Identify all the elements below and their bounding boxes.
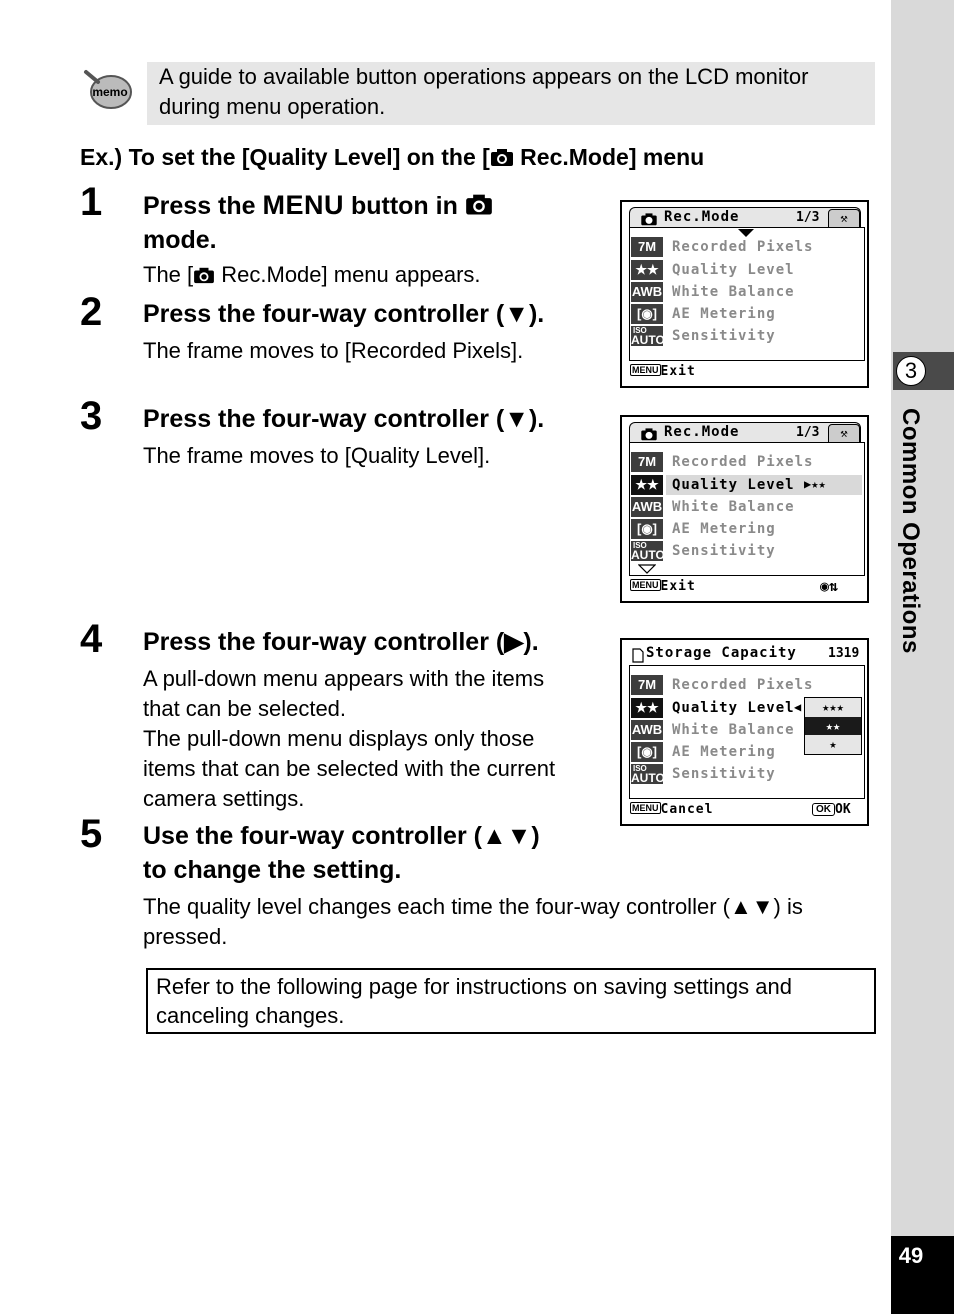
step-4-title: Press the four-way controller (▶).: [143, 628, 539, 656]
step-5-number: 5: [80, 812, 103, 856]
memory-card-icon: [632, 648, 644, 663]
memo-box: [147, 62, 875, 125]
ok-button-chip: OK: [812, 803, 835, 816]
menu-button-label: MENU: [262, 190, 345, 220]
metering-icon: [◉]: [631, 304, 663, 324]
quality-pulldown-menu: [804, 697, 862, 755]
setup-tab-icon: ⚒: [828, 209, 860, 228]
step-2-number: 2: [80, 290, 103, 334]
camera-icon: [465, 192, 493, 216]
step-5-title: Use the four-way controller (▲▼) to change the setting.: [143, 822, 540, 884]
example-heading-prefix: Ex.) To set the [Quality Level] on the [: [80, 144, 490, 170]
menu-button-chip: MENU: [632, 580, 659, 590]
lcd-page-indicator: 1/3: [796, 425, 820, 440]
lcd-page-indicator: 1/3: [796, 210, 820, 225]
example-heading: [80, 144, 704, 171]
menu-row-recorded-pixels: 7M Recorded Pixels: [630, 451, 862, 473]
recorded-pixels-icon: 7M: [631, 452, 663, 472]
quality-current-value: ▶★★: [804, 477, 826, 491]
cancel-label: Cancel: [660, 802, 714, 817]
lcd-menu-list: [629, 227, 865, 361]
step-1-title: Press the MENU button in mode.: [143, 188, 493, 257]
camera-icon: [193, 266, 215, 284]
step-1-desc: The [ Rec.Mode] menu appears.: [143, 262, 481, 287]
menu-button-chip: MENU: [632, 365, 659, 375]
memo-text-line2: during menu operation.: [159, 94, 386, 119]
lcd-footer: [630, 802, 713, 817]
camera-icon: [490, 147, 514, 167]
lcd-screen-rec-mode-2: [620, 415, 869, 603]
step-5-desc: The quality level changes each time the four-way controller (▲▼) is pressed.: [143, 894, 803, 949]
four-way-nav-icon: ◉⇅: [820, 577, 839, 595]
step-4-number: 4: [80, 617, 103, 661]
menu-row-sensitivity: ISO AUTO Sensitivity: [631, 541, 776, 562]
lcd-tab-bar: [629, 207, 861, 228]
memo-icon-label: memo: [92, 85, 128, 99]
menu-row-ae-metering: [◉] AE Metering: [630, 741, 862, 763]
menu-row-recorded-pixels: 7M Recorded Pixels: [630, 674, 862, 696]
step-4-desc: A pull-down menu appears with the items that can be selected. The pull-down menu displays only those items that can be selected with the current camera settings.: [143, 666, 556, 811]
exit-label: Exit: [660, 579, 696, 594]
lcd-screen-pulldown: [620, 638, 869, 826]
awb-icon: AWB: [631, 282, 663, 302]
chapter-number: 3: [896, 356, 926, 386]
memo-text-line1: A guide to available button operations appears on the LCD monitor: [159, 64, 809, 89]
pulldown-option-1-star: ★: [805, 735, 861, 754]
menu-row-quality-level-selected: ★★ Quality Level ◀: [630, 697, 862, 719]
menu-row-quality-level-selected: ★★ Quality Level ▶★★: [630, 474, 862, 496]
quality-stars-icon: ★★: [631, 260, 663, 280]
storage-capacity-label: Storage Capacity: [646, 645, 797, 661]
pulldown-option-2-stars: ★★: [805, 717, 861, 736]
menu-row-sensitivity: ISO AUTO Sensitivity: [631, 326, 776, 347]
step-2-desc: The frame moves to [Recorded Pixels].: [143, 338, 524, 363]
recorded-pixels-icon: 7M: [631, 237, 663, 257]
lcd-menu-list: [629, 442, 865, 576]
example-heading-suffix: Rec.Mode] menu: [513, 144, 705, 170]
metering-icon: [◉]: [631, 742, 663, 762]
step-1-number: 1: [80, 180, 103, 224]
menu-row-white-balance: AWB White Balance: [631, 499, 795, 515]
menu-row-recorded-pixels: 7M Recorded Pixels: [630, 236, 862, 258]
quality-stars-icon: ★★: [631, 698, 663, 718]
ok-label: OK: [835, 802, 851, 817]
lcd-screen-rec-mode-1: [620, 200, 869, 388]
exit-label: Exit: [660, 364, 696, 379]
pulldown-left-arrow-icon: ◀: [794, 700, 802, 714]
quality-stars-icon: ★★: [631, 475, 663, 495]
recorded-pixels-icon: 7M: [631, 675, 663, 695]
awb-icon: AWB: [631, 720, 663, 740]
memo-icon: [82, 68, 134, 112]
ok-footer: [812, 802, 851, 817]
menu-button-chip: MENU: [632, 803, 659, 813]
step-3-number: 3: [80, 394, 103, 438]
step-2-title: Press the four-way controller (▼).: [143, 300, 545, 328]
menu-row-white-balance: AWB White Balance: [631, 284, 795, 300]
camera-icon: [640, 212, 658, 226]
menu-row-white-balance: AWB White Balance: [631, 722, 795, 738]
iso-auto-icon: ISO AUTO: [631, 764, 665, 785]
page-number: 49: [898, 1243, 924, 1268]
menu-row-sensitivity: ISO AUTO Sensitivity: [631, 764, 776, 785]
lcd-footer: [630, 364, 696, 379]
step-3-desc: The frame moves to [Quality Level].: [143, 443, 491, 468]
lcd-tab-title: Rec.Mode: [664, 209, 740, 225]
storage-capacity-count: 1319: [828, 646, 860, 661]
menu-row-ae-metering: [◉] AE Metering: [630, 303, 862, 325]
menu-row-quality-level: ★★ Quality Level: [630, 259, 862, 281]
metering-icon: [◉]: [631, 519, 663, 539]
pulldown-option-3-stars: ★★★: [805, 698, 861, 717]
scroll-down-arrow-icon: [638, 564, 656, 574]
menu-row-ae-metering: [◉] AE Metering: [630, 518, 862, 540]
lcd-footer: [630, 579, 696, 594]
note-box: Refer to the following page for instructions on saving settings and canceling changes.: [146, 968, 876, 1034]
setup-tab-icon: ⚒: [828, 424, 860, 443]
lcd-tab-title: Rec.Mode: [664, 424, 740, 440]
step-3-title: Press the four-way controller (▼).: [143, 405, 545, 433]
iso-auto-icon: ISO AUTO: [631, 541, 665, 562]
awb-icon: AWB: [631, 497, 663, 517]
camera-icon: [640, 427, 658, 441]
chapter-title: Common Operations: [897, 408, 924, 654]
iso-auto-icon: ISO AUTO: [631, 326, 665, 347]
lcd-tab-bar: [629, 422, 861, 443]
